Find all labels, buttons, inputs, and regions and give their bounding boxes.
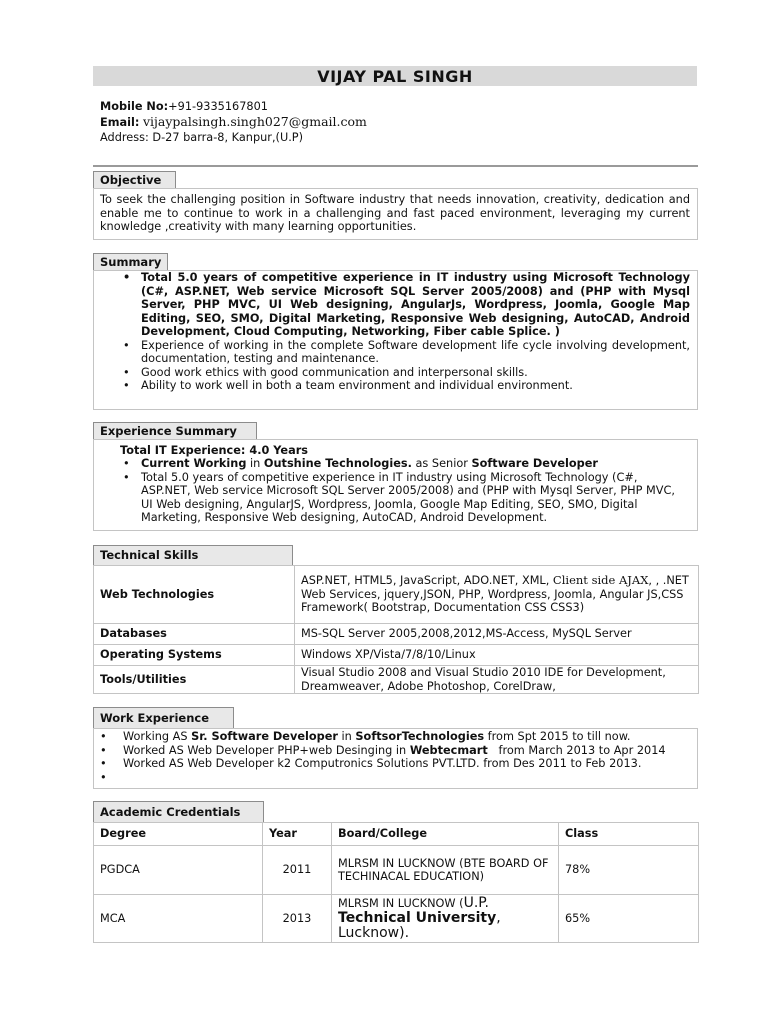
- job1-prefix: Working AS: [123, 730, 192, 743]
- row1-degree: PGDCA: [94, 846, 263, 895]
- candidate-name: VIJAY PAL SINGH: [93, 66, 697, 86]
- summary-item-2: • Experience of working in the complete Software development life cycle involving development, documentation, testing and maintenance.: [117, 339, 690, 366]
- row2-board: [332, 895, 559, 943]
- mobile-line: [100, 99, 268, 114]
- summary-list: [117, 271, 690, 393]
- email-line: [100, 114, 367, 130]
- job2-company: Webtecmart: [409, 743, 488, 757]
- mobile-label: Mobile No:: [100, 100, 169, 113]
- experience-summary-list: [117, 457, 690, 525]
- row2-board-part-a: MLRSM IN LUCKNOW (: [338, 897, 464, 910]
- job1-period: from Spt 2015 to till now.: [484, 730, 631, 743]
- row1-year: 2011: [263, 846, 332, 895]
- row2-year: 2013: [263, 895, 332, 943]
- os-value: Windows XP/Vista/7/8/10/Linux: [295, 645, 699, 666]
- job-item-3: • Worked AS Web Developer k2 Computronics Solutions PVT.LTD. from Des 2011 to Feb 2013.: [94, 757, 690, 771]
- skills-row-db: [94, 624, 699, 645]
- address-line: Address: D-27 barra-8, Kanpur,(U.P): [100, 131, 304, 144]
- header-year: Year: [263, 823, 332, 846]
- row2-board-part-c: Technical University: [338, 910, 497, 926]
- databases-label: Databases: [94, 624, 295, 645]
- job1-role: Sr. Software Developer: [191, 730, 338, 743]
- mobile-value: +91-9335167801: [168, 100, 268, 113]
- summary-item-3: • Good work ethics with good communication and interpersonal skills.: [117, 366, 690, 380]
- row2-class: 65%: [559, 895, 699, 943]
- academic-table: [93, 822, 699, 943]
- row1-board: MLRSM IN LUCKNOW (BTE BOARD OF TECHINACAL EDUCATION): [332, 846, 559, 895]
- experience-detail-item: • Total 5.0 years of competitive experience in IT industry using Microsoft Technology (C#, ASP.NET, Web service Microsoft SQL Server 2005/2008) and (PHP with Mysql Server, PHP MVC, UI Web designing, AngularJS, Wordpress, Joomla, Google Map Editing, SEO, SMO, Digital Marketing, Responsive Web designing, AutoCAD, Android Development.: [117, 471, 690, 525]
- summary-title: Summary: [93, 253, 168, 271]
- databases-value: MS-SQL Server 2005,2008,2012,MS-Access, MySQL Server: [295, 624, 699, 645]
- row2-board-part-b: U.P.: [463, 895, 490, 911]
- objective-text: To seek the challenging position in Software industry that needs innovation, creativity, dedication and enable me to continue to work in a challenging and fast paced environment, leveraging my current knowledge ,creativity with many learning opportunities.: [100, 193, 690, 233]
- current-job-item: [117, 457, 690, 471]
- summary-item-1: • Total 5.0 years of competitive experience in IT industry using Microsoft Technology (C#, ASP.NET, Web service Microsoft SQL Server 2005/2008) and (PHP with Mysql Server, PHP MVC, UI Web designing, AngularJs, Wordpress, Joomla, Google Map Editing, SEO, SMO, Digital Marketing, Responsive Web designing, AutoCAD, Android Development, Cloud Computing, Networking, Fiber cable Splice. ): [117, 271, 690, 339]
- os-label: Operating Systems: [94, 645, 295, 666]
- job2-period: from March 2013 to Apr 2014: [487, 743, 666, 757]
- tools-label: Tools/Utilities: [94, 666, 295, 694]
- job1-company: SoftsorTechnologies: [355, 730, 485, 743]
- current-role: Software Developer: [471, 457, 598, 470]
- academic-title: Academic Credentials: [93, 801, 264, 823]
- current-company: Outshine Technologies.: [263, 457, 412, 470]
- web-tech-part-a: ASP.NET, HTML5, JavaScript, ADO.NET, XML,: [301, 574, 553, 588]
- work-experience-title: Work Experience: [93, 707, 234, 729]
- web-technologies-label: Web Technologies: [94, 566, 295, 624]
- web-tech-part-c: , , .NET Web Services, jquery,JSON, PHP, Wordpress, Joomla, Angular JS,CSS Framework( Bootstrap, Documentation CSS CSS3): [301, 574, 689, 615]
- objective-title: Objective: [93, 171, 176, 189]
- current-in: in: [246, 457, 264, 470]
- row2-board-part-d: , Lucknow).: [338, 910, 501, 941]
- academic-row-pgdca: [94, 846, 699, 895]
- header-degree: Degree: [94, 823, 263, 846]
- row2-degree: MCA: [94, 895, 263, 943]
- header-board: Board/College: [332, 823, 559, 846]
- summary-item-4: • Ability to work well in both a team environment and individual environment.: [117, 379, 690, 393]
- email-label: Email:: [100, 116, 140, 129]
- current-as: as Senior: [411, 457, 472, 470]
- skills-row-web: [94, 566, 699, 624]
- skills-row-os: [94, 645, 699, 666]
- total-experience: Total IT Experience: 4.0 Years: [120, 444, 309, 457]
- job-item-2: [94, 744, 690, 758]
- row1-class: 78%: [559, 846, 699, 895]
- header-class: Class: [559, 823, 699, 846]
- job-item-4: [94, 771, 690, 785]
- job2-prefix: Worked AS Web Developer PHP+web Desinging in: [123, 743, 410, 757]
- skills-row-tools: [94, 666, 699, 694]
- web-technologies-value: [295, 566, 699, 624]
- job-item-1: [94, 730, 690, 744]
- technical-skills-title: Technical Skills: [93, 545, 293, 566]
- email-value[interactable]: vijaypalsingh.singh027@gmail.com: [142, 114, 367, 129]
- web-tech-part-b: Client side AJAX: [552, 573, 649, 588]
- experience-summary-title: Experience Summary: [93, 422, 257, 440]
- academic-header-row: [94, 823, 699, 846]
- header-divider: [93, 165, 698, 167]
- academic-row-mca: [94, 895, 699, 943]
- tools-value: Visual Studio 2008 and Visual Studio 2010 IDE for Development, Dreamweaver, Adobe Photoshop, CorelDraw,: [295, 666, 699, 694]
- job1-in: in: [337, 730, 356, 743]
- technical-skills-table: [93, 565, 699, 694]
- work-experience-list: [94, 730, 690, 784]
- current-working-label: Current Working: [141, 457, 247, 470]
